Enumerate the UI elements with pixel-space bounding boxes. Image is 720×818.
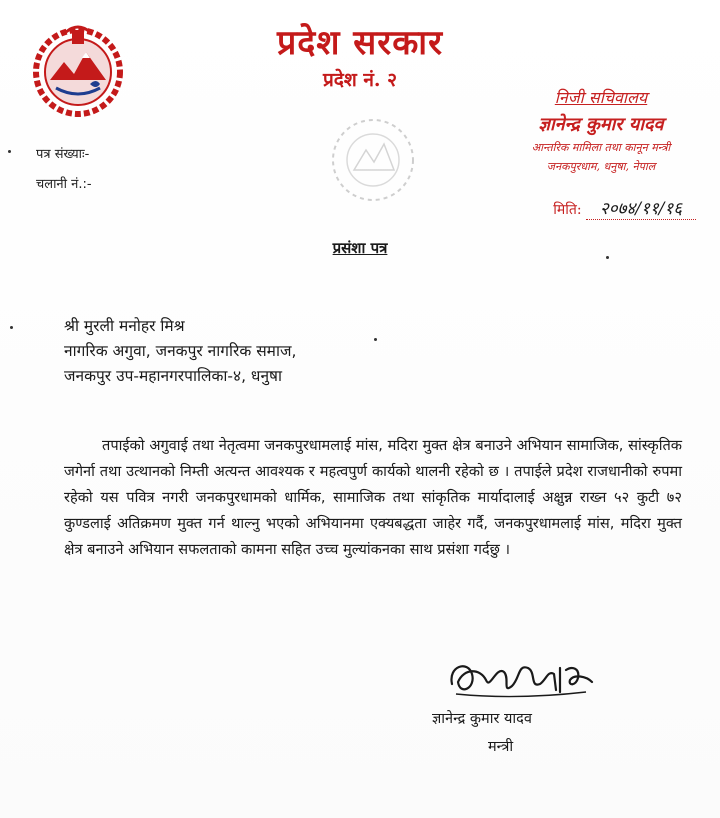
signature-icon <box>446 646 596 704</box>
office-address: जनकपुरधाम, धनुषा, नेपाल <box>546 160 656 173</box>
letterhead-subtitle: प्रदेश नं. २ <box>322 69 398 91</box>
faint-stamp-icon <box>318 110 428 210</box>
date-row <box>553 196 696 220</box>
speck <box>8 150 11 153</box>
speck <box>606 256 609 259</box>
letter-subject <box>0 238 720 258</box>
recipient-block <box>64 314 296 389</box>
letterhead-title: प्रदेश सरकार <box>276 23 444 63</box>
recipient-address: जनकपुर उप-महानगरपालिका-४, धनुषा <box>64 367 283 385</box>
dispatch-number-label: चलानी नं.:- <box>36 177 92 192</box>
letter-body <box>64 433 682 563</box>
date-label: मिति: <box>553 202 582 218</box>
ministry-name: आन्तरिक मामिला तथा कानून मन्त्री <box>531 141 671 154</box>
subject-text: प्रसंशा पत्र <box>332 239 388 257</box>
speck <box>374 338 377 341</box>
recipient-name: श्री मुरली मनोहर मिश्र <box>64 317 185 335</box>
letter-number-label: पत्र संख्याः- <box>36 147 90 162</box>
signatory-name: ज्ञानेन्द्र कुमार यादव <box>432 711 532 727</box>
recipient-role: नागरिक अगुवा, जनकपुर नागरिक समाज, <box>64 342 297 360</box>
office-name: निजी सचिवालय <box>554 88 648 107</box>
date-value: २०७४/११/१६ <box>586 196 696 220</box>
office-block <box>496 86 706 174</box>
minister-name-header: ज्ञानेन्द्र कुमार यादव <box>538 114 664 135</box>
signatory-title: मन्त्री <box>488 739 514 755</box>
body-paragraph: तपाईको अगुवाई तथा नेतृत्वमा जनकपुरधामलाई मांस, मदिरा मुक्त क्षेत्र बनाउने अभियान सामाजिक, सांस्कृतिक जगेर्ना तथा उत्थानको निम्ती अत्यन्त आवश्यक र महत्वपुर्ण कार्यको थालनी रहेको छ । तपाईले प्रदेश राजधानीको रुपमा रहेको यस पवित्र नगरी जनकपुरधामको धार्मिक, सामाजिक तथा सांकृतिक मार्यादालाई अक्षुन्न राख्न ५२ कुटी ७२ कुण्डलाई अतिक्रमण मुक्त गर्न थाल्नु भएको अभियानमा एक्यबद्धता जाहेर गर्दै, जनकपुरधामलाई मांस, मदिरा मुक्त क्षेत्र बनाउने अभियान सफलताको कामना सहित उच्च मुल्यांकनका साथ प्रसंशा गर्दछु । <box>64 437 682 558</box>
speck <box>10 326 13 329</box>
